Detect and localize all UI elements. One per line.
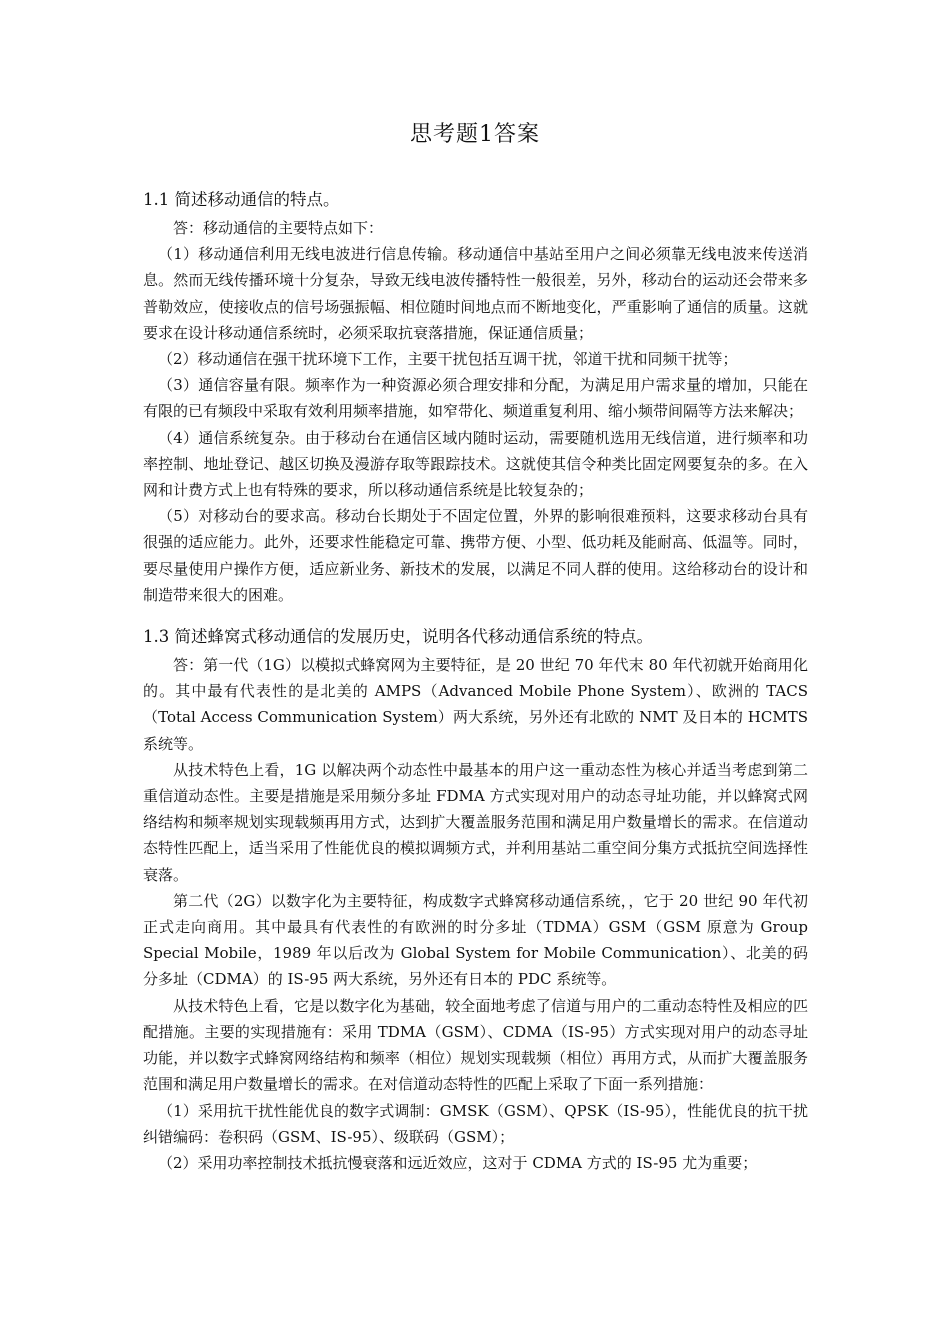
- answer-paragraph: （2）移动通信在强干扰环境下工作，主要干扰包括互调干扰，邻道干扰和同频干扰等；: [158, 350, 738, 369]
- section-spacer: [143, 608, 808, 622]
- page-title: 思考题1答案: [410, 122, 540, 147]
- question-heading: 1.1 简述移动通信的特点。: [143, 190, 340, 209]
- document-body: [143, 185, 808, 1176]
- answer-paragraph: （1）移动通信利用无线电波进行信息传输。移动通信中基站至用户之间必须靠无线电波来传送消息。然而无线传播环境十分复杂，导致无线电波传播特性一般很差，另外，移动台的运动还会带来多普勒效应，使接收点的信号场强振幅、相位随时间地点而不断地变化，严重影响了通信的质量。这就要求在设计移动通信系统时，必须采取抗衰落措施，保证通信质量；: [143, 245, 808, 342]
- answer-paragraph: 从技术特色上看，1G 以解决两个动态性中最基本的用户这一重动态性为核心并适当考虑到第二重信道动态性。主要是措施是采用频分多址 FDMA 方式实现对用户的动态寻址功能，并以蜂窝式网络结构和频率规划实现载频再用方式，达到扩大覆盖服务范围和满足用户数量增长的需求。在信道动态特性匹配上，适当采用了性能优良的模拟调频方式，并利用基站二重空间分集方式抵抗空间选择性衰落。: [143, 760, 808, 884]
- question-heading: 1.3 简述蜂窝式移动通信的发展历史，说明各代移动通信系统的特点。: [143, 627, 653, 647]
- answer-paragraph: （3）通信容量有限。频率作为一种资源必须合理安排和分配，为满足用户需求量的增加，只能在有限的已有频段中采取有效利用频率措施，如窄带化、频道重复利用、缩小频带间隔等方法来解决；: [143, 376, 808, 421]
- answer-paragraph: （1）采用抗干扰性能优良的数字式调制：GMSK（GSM）、QPSK（IS-95），性能优良的抗干扰纠错编码：卷积码（GSM、IS-95）、级联码（GSM）；: [143, 1101, 808, 1146]
- answer-paragraph: （5）对移动台的要求高。移动台长期处于不固定位置，外界的影响很难预料，这要求移动台具有很强的适应能力。此外，还要求性能稳定可靠、携带方便、小型、低功耗及能耐高、低温等。同时，要尽量使用户操作方便，适应新业务、新技术的发展，以满足不同人群的使用。这给移动台的设计和制造带来很大的困难。: [143, 507, 808, 604]
- answer-paragraph: （4）通信系统复杂。由于移动台在通信区域内随时运动，需要随机选用无线信道，进行频率和功率控制、地址登记、越区切换及漫游存取等跟踪技术。这就使其信令种类比固定网要复杂的多。在入网和计费方式上也有特殊的要求，所以移动通信系统是比较复杂的；: [143, 428, 808, 500]
- answer-paragraph: （2）采用功率控制技术抵抗慢衰落和远近效应，这对于 CDMA 方式的 IS-95 尤为重要；: [158, 1153, 758, 1172]
- answer-paragraph: 答：第一代（1G）以模拟式蜂窝网为主要特征，是 20 世纪 70 年代末 80 年代初就开始商用化的。其中最有代表性的是北美的 AMPS（Advanced Mobile Phone System）、欧洲的 TACS（Total Access Communication System）两大系统，另外还有北欧的 NMT 及日本的 HCMTS 系统等。: [143, 656, 808, 753]
- answer-paragraph: 答：移动通信的主要特点如下：: [173, 219, 384, 237]
- answer-paragraph: 第二代（2G）以数字化为主要特征，构成数字式蜂窝移动通信系统，，它于 20 世纪 90 年代初正式走向商用。其中最具有代表性的有欧洲的时分多址（TDMA）GSM（GSM 原意为 Group Special Mobile，1989 年以后改为 Global System for Mobile Communication）、北美的码分多址（CDMA）的 IS-95 两大系统，另外还有日本的 PDC 系统等。: [143, 891, 808, 989]
- answer-paragraph: 从技术特色上看，它是以数字化为基础，较全面地考虑了信道与用户的二重动态特性及相应的匹配措施。主要的实现措施有：采用 TDMA（GSM）、CDMA（IS-95）方式实现对用户的动态寻址功能，并以数字式蜂窝网络结构和频率（相位）规划实现载频（相位）再用方式，从而扩大覆盖服务范围和满足用户数量增长的需求。在对信道动态特性的匹配上采取了下面一系列措施：: [143, 996, 808, 1094]
